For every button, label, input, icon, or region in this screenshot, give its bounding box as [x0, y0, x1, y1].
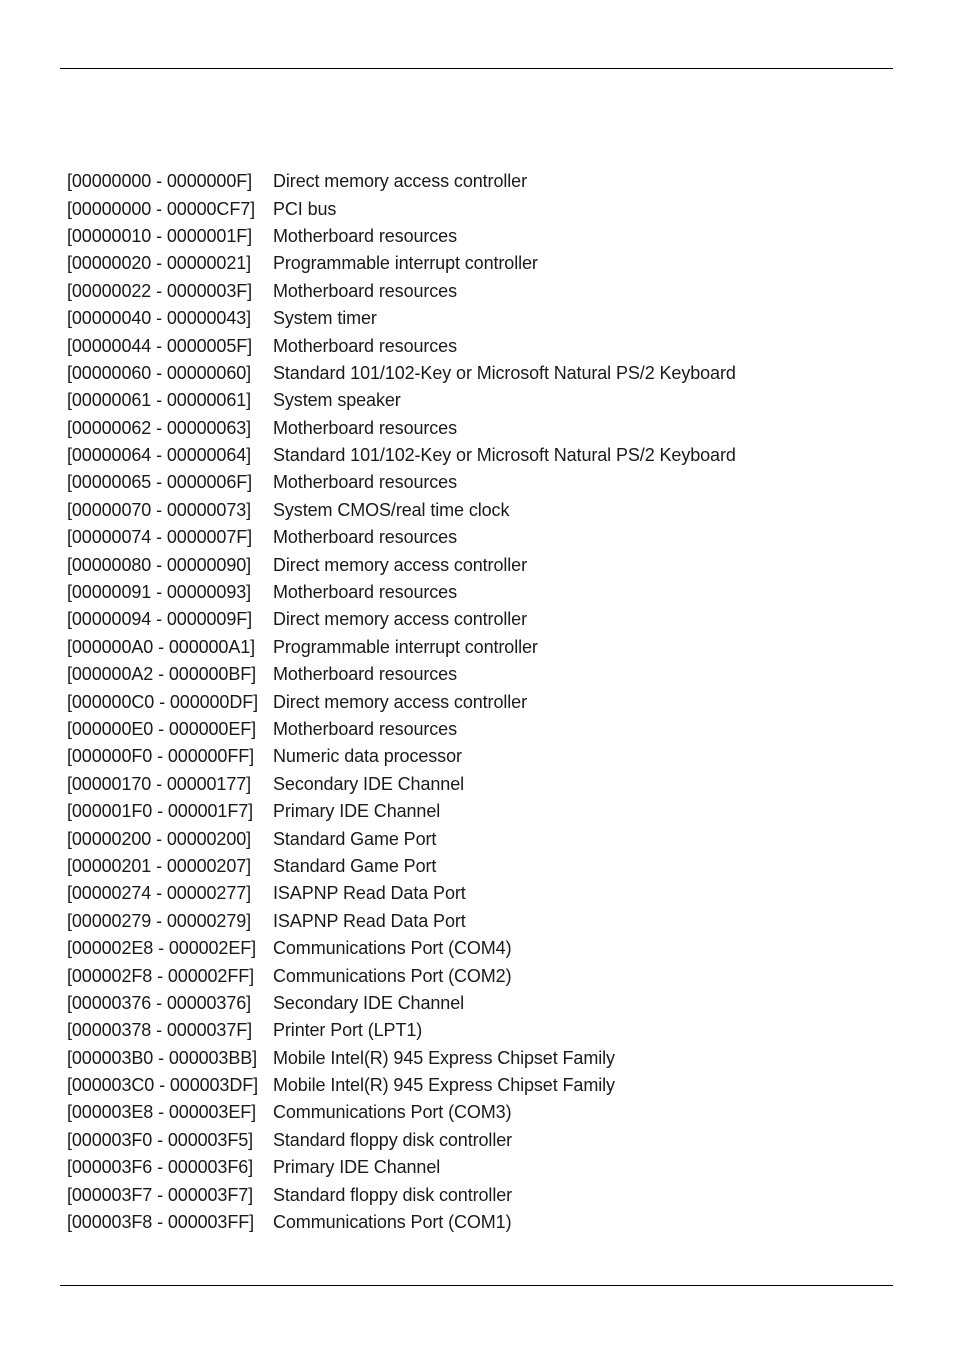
- io-address-range: [00000000 - 0000000F]: [67, 171, 253, 192]
- io-address-range: [00000376 - 00000376]: [67, 992, 252, 1013]
- io-device-name: System speaker: [273, 390, 401, 411]
- io-range-row: [67, 1017, 736, 1044]
- io-device-name: Direct memory access controller: [273, 609, 527, 630]
- io-address-range: [000002E8 - 000002EF]: [67, 938, 257, 959]
- io-range-row: [67, 771, 736, 798]
- io-device-name: Motherboard resources: [273, 225, 457, 246]
- io-device-name: Motherboard resources: [273, 719, 457, 739]
- io-device-name: ISAPNP Read Data Port: [273, 883, 466, 904]
- io-range-row: [67, 1072, 736, 1099]
- io-device-name: Numeric data processor: [273, 746, 462, 767]
- io-address-range: [00000080 - 00000090]: [67, 554, 252, 575]
- io-device-name: Secondary IDE Channel: [273, 992, 465, 1013]
- io-address-range: [000003B0 - 000003BB]: [67, 1047, 258, 1068]
- io-device-name: Communications Port (COM3): [273, 1102, 512, 1123]
- io-device-name: Motherboard resources: [273, 280, 457, 301]
- footer-rule: [60, 1285, 893, 1286]
- io-device-name: Motherboard resources: [273, 417, 457, 438]
- io-device-name: Motherboard resources: [273, 527, 457, 548]
- io-device-name: Standard 101/102-Key or Microsoft Natural PS/2 Keyboard: [273, 445, 736, 466]
- io-device-name: Communications Port (COM2): [273, 965, 512, 986]
- io-range-row: [67, 497, 736, 524]
- io-device-name: Motherboard resources: [273, 664, 457, 685]
- io-address-range: [000001F0 - 000001F7]: [67, 801, 254, 822]
- io-address-range: [00000200 - 00000200]: [67, 828, 252, 849]
- io-range-row: [67, 551, 736, 578]
- io-range-row: [67, 908, 736, 935]
- io-device-name: Motherboard resources: [273, 472, 457, 493]
- io-range-row: [67, 853, 736, 880]
- io-device-name: ISAPNP Read Data Port: [273, 910, 466, 931]
- io-range-row: [67, 223, 736, 250]
- io-range-row: [67, 168, 736, 195]
- io-address-range: [00000044 - 0000005F]: [67, 335, 253, 356]
- io-device-name: Standard 101/102-Key or Microsoft Natural PS/2 Keyboard: [273, 362, 736, 383]
- io-address-range: [00000000 - 00000CF7]: [67, 198, 256, 219]
- io-address-range: [000003E8 - 000003EF]: [67, 1102, 257, 1123]
- io-address-range: [00000064 - 00000064]: [67, 445, 252, 466]
- io-device-name: Direct memory access controller: [273, 691, 527, 712]
- io-address-range: [00000201 - 00000207]: [67, 855, 252, 876]
- io-device-name: System timer: [273, 308, 377, 329]
- io-range-row: [67, 387, 736, 414]
- io-device-name: Motherboard resources: [273, 335, 457, 356]
- io-range-row: [67, 962, 736, 989]
- io-address-range: [000003F6 - 000003F6]: [67, 1157, 254, 1178]
- io-device-name: Communications Port (COM4): [273, 938, 512, 959]
- io-range-row: [67, 661, 736, 688]
- io-address-range: [00000279 - 00000279]: [67, 910, 252, 931]
- io-address-range: [000003F7 - 000003F7]: [67, 1184, 254, 1205]
- io-device-name: PCI bus: [273, 198, 337, 219]
- io-device-name: Standard Game Port: [273, 855, 437, 876]
- io-address-range: [00000022 - 0000003F]: [67, 280, 253, 301]
- io-range-list: [67, 168, 736, 1236]
- io-address-range: [00000170 - 00000177]: [67, 773, 252, 794]
- io-range-row: [67, 634, 736, 661]
- io-device-name: Direct memory access controller: [273, 554, 527, 575]
- io-address-range: [000000A0 - 000000A1]: [67, 636, 256, 657]
- io-range-row: [67, 195, 736, 222]
- io-address-range: [00000020 - 00000021]: [67, 253, 252, 274]
- io-range-row: [67, 415, 736, 442]
- io-range-row: [67, 250, 736, 277]
- io-range-row: [67, 1181, 736, 1208]
- io-address-range: [00000065 - 0000006F]: [67, 472, 253, 493]
- io-range-row: [67, 935, 736, 962]
- io-range-row: [67, 442, 736, 469]
- io-range-row: [67, 1154, 736, 1181]
- io-address-range: [000000E0 - 000000EF]: [67, 719, 257, 739]
- io-range-row: [67, 716, 736, 743]
- io-address-range: [00000094 - 0000009F]: [67, 609, 253, 630]
- io-range-row: [67, 825, 736, 852]
- io-device-name: Standard floppy disk controller: [273, 1184, 513, 1205]
- io-device-name: Printer Port (LPT1): [273, 1020, 423, 1041]
- io-device-name: Programmable interrupt controller: [273, 636, 538, 657]
- io-range-row: [67, 1045, 736, 1072]
- io-range-row: [67, 579, 736, 606]
- io-address-range: [00000378 - 0000037F]: [67, 1020, 253, 1041]
- io-range-row: [67, 1099, 736, 1126]
- io-range-row: [67, 990, 736, 1017]
- io-address-range: [00000061 - 00000061]: [67, 390, 252, 411]
- header-rule: [60, 68, 893, 69]
- io-device-name: Primary IDE Channel: [273, 801, 441, 822]
- io-range-row: [67, 1127, 736, 1154]
- io-device-name: Standard floppy disk controller: [273, 1129, 513, 1150]
- io-address-range: [00000040 - 00000043]: [67, 308, 252, 329]
- io-address-range: [00000074 - 0000007F]: [67, 527, 253, 548]
- io-address-range: [00000060 - 00000060]: [67, 362, 252, 383]
- io-device-name: System CMOS/real time clock: [273, 499, 510, 520]
- io-range-row: [67, 278, 736, 305]
- io-range-row: [67, 688, 736, 715]
- io-address-range: [000003C0 - 000003DF]: [67, 1075, 259, 1096]
- io-range-row: [67, 469, 736, 496]
- io-range-row: [67, 606, 736, 633]
- io-device-name: Primary IDE Channel: [273, 1157, 441, 1178]
- io-address-range: [00000274 - 00000277]: [67, 883, 252, 904]
- io-address-range: [000000C0 - 000000DF]: [67, 691, 259, 712]
- io-range-row: [67, 360, 736, 387]
- io-device-name: Communications Port (COM1): [273, 1212, 512, 1233]
- io-device-name: Mobile Intel(R) 945 Express Chipset Family: [273, 1075, 615, 1096]
- io-address-range: [000000F0 - 000000FF]: [67, 746, 255, 767]
- io-device-name: Direct memory access controller: [273, 171, 527, 192]
- io-device-name: Standard Game Port: [273, 828, 437, 849]
- io-device-name: Programmable interrupt controller: [273, 253, 538, 274]
- io-device-name: Motherboard resources: [273, 582, 457, 603]
- io-range-row: [67, 332, 736, 359]
- io-range-row: [67, 305, 736, 332]
- io-device-name: Secondary IDE Channel: [273, 773, 465, 794]
- io-device-name: Mobile Intel(R) 945 Express Chipset Family: [273, 1047, 615, 1068]
- io-address-range: [000003F8 - 000003FF]: [67, 1212, 255, 1233]
- io-range-row: [67, 880, 736, 907]
- io-range-row: [67, 743, 736, 770]
- io-range-row: [67, 1209, 736, 1236]
- io-address-range: [00000062 - 00000063]: [67, 417, 252, 438]
- io-address-range: [00000010 - 0000001F]: [67, 225, 253, 246]
- io-range-row: [67, 524, 736, 551]
- io-address-range: [000000A2 - 000000BF]: [67, 664, 257, 685]
- io-address-range: [000003F0 - 000003F5]: [67, 1129, 254, 1150]
- io-address-range: [00000070 - 00000073]: [67, 499, 252, 520]
- io-address-range: [00000091 - 00000093]: [67, 582, 252, 603]
- io-address-range: [000002F8 - 000002FF]: [67, 965, 255, 986]
- io-range-row: [67, 798, 736, 825]
